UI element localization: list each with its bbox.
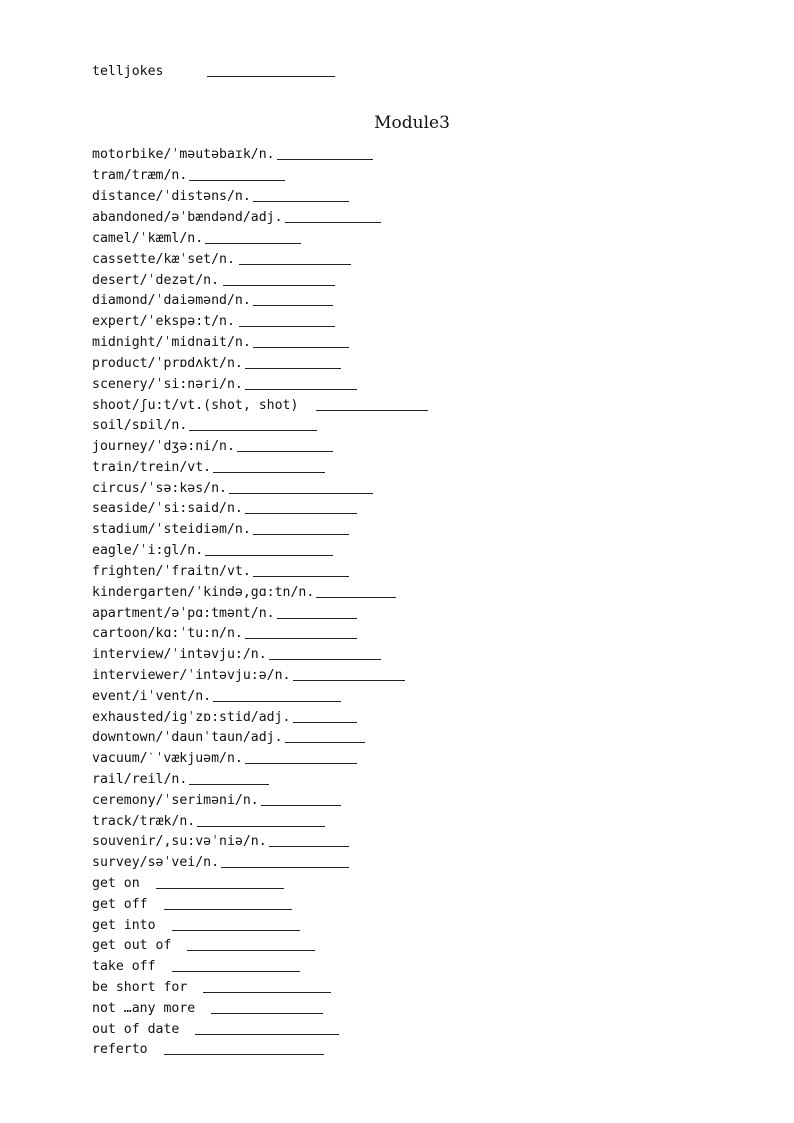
vocab-term: interview/ˈintəvju:/n.	[92, 647, 267, 662]
answer-blank[interactable]	[187, 949, 315, 951]
phrase-row	[92, 916, 300, 936]
vocab-row	[92, 437, 333, 457]
vocab-row	[92, 791, 341, 811]
vocab-term: desert/ˈdezət/n.	[92, 273, 220, 288]
vocab-row	[92, 479, 373, 499]
vocab-row	[92, 853, 349, 873]
vocab-row	[92, 375, 357, 395]
phrase-row	[92, 1040, 324, 1060]
phrase-row	[92, 936, 315, 956]
vocab-term: expert/ˈekspə:t/n.	[92, 314, 235, 329]
vocab-term: circus/ˈsə:kəs/n.	[92, 481, 227, 496]
phrase-row	[92, 874, 284, 894]
answer-blank[interactable]	[253, 533, 349, 535]
vocab-row	[92, 583, 396, 603]
answer-blank[interactable]	[293, 679, 405, 681]
vocab-row	[92, 271, 335, 291]
vocab-row	[92, 458, 325, 478]
vocab-term: kindergarten/ˈkində,gɑ:tn/n.	[92, 585, 315, 600]
phrase-term: take off	[92, 959, 156, 974]
answer-blank[interactable]	[316, 596, 396, 598]
vocab-row	[92, 645, 381, 665]
answer-blank[interactable]	[189, 179, 285, 181]
vocab-term: downtown/ˈdaunˈtaun/adj.	[92, 730, 283, 745]
answer-blank[interactable]	[239, 325, 335, 327]
vocab-term: product/ˈprɒdʌkt/n.	[92, 356, 243, 371]
answer-blank[interactable]	[253, 346, 349, 348]
answer-blank[interactable]	[229, 492, 373, 494]
vocab-term: survey/səˈvei/n.	[92, 855, 220, 870]
phrase-term: get into	[92, 918, 156, 933]
vocab-term: interviewer/ˈintəvju:ə/n.	[92, 668, 291, 683]
vocab-row	[92, 312, 335, 332]
vocab-row	[92, 562, 349, 582]
answer-blank[interactable]	[164, 1053, 324, 1055]
vocab-row	[92, 499, 357, 519]
vocab-term: cassette/kæˈset/n.	[92, 252, 235, 267]
vocab-term: journey/ˈdʒə:ni/n.	[92, 439, 235, 454]
answer-blank[interactable]	[269, 845, 349, 847]
answer-blank[interactable]	[269, 658, 381, 660]
vocab-row	[92, 396, 428, 416]
vocab-term: distance/ˈdistəns/n.	[92, 189, 251, 204]
answer-blank[interactable]	[195, 1033, 339, 1035]
answer-blank[interactable]	[285, 221, 381, 223]
answer-blank[interactable]	[164, 908, 292, 910]
vocab-row	[92, 770, 269, 790]
answer-blank[interactable]	[245, 512, 357, 514]
answer-blank[interactable]	[197, 825, 325, 827]
answer-blank[interactable]	[221, 866, 349, 868]
answer-blank[interactable]	[189, 429, 317, 431]
phrase-term: referto	[92, 1042, 148, 1057]
phrase-row	[92, 999, 323, 1019]
vocab-row	[92, 749, 357, 769]
vocab-row	[92, 229, 301, 249]
vocab-row	[92, 604, 357, 624]
vocab-row	[92, 687, 341, 707]
vocab-row	[92, 728, 365, 748]
vocab-row	[92, 541, 333, 561]
answer-blank[interactable]	[293, 721, 357, 723]
phrase-row-telljokes	[92, 62, 335, 82]
answer-blank[interactable]	[253, 304, 333, 306]
answer-blank[interactable]	[239, 263, 351, 265]
phrase-term: get on	[92, 876, 140, 891]
vocab-term: cartoon/kɑ:ˈtu:n/n.	[92, 626, 243, 641]
vocab-row	[92, 708, 357, 728]
vocab-term: soil/sɒil/n.	[92, 418, 188, 433]
vocab-term: shoot/ʃu:t/vt.(shot, shot)	[92, 398, 299, 413]
phrase-row	[92, 1020, 339, 1040]
phrase-term: telljokes	[92, 64, 164, 79]
vocab-term: exhausted/igˈzɒ:stid/adj.	[92, 710, 291, 725]
vocab-term: seaside/ˈsi:said/n.	[92, 501, 243, 516]
phrase-row	[92, 895, 292, 915]
vocab-row	[92, 520, 349, 540]
vocab-term: motorbike/ˈməutəbaɪk/n.	[92, 147, 275, 162]
module-title: Module3	[374, 113, 450, 133]
vocab-row	[92, 832, 349, 852]
vocab-row	[92, 145, 373, 165]
answer-blank[interactable]	[253, 200, 349, 202]
vocab-term: eagle/ˈi:gl/n.	[92, 543, 204, 558]
vocab-term: stadium/ˈsteidiəm/n.	[92, 522, 251, 537]
vocab-term: abandoned/əˈbændənd/adj.	[92, 210, 283, 225]
phrase-row	[92, 957, 300, 977]
answer-blank[interactable]	[277, 617, 357, 619]
vocab-term: track/træk/n.	[92, 814, 196, 829]
phrase-term: get off	[92, 897, 148, 912]
vocab-term: tram/træm/n.	[92, 168, 188, 183]
vocab-term: rail/reil/n.	[92, 772, 188, 787]
vocab-row	[92, 250, 351, 270]
vocab-row	[92, 291, 333, 311]
vocab-row	[92, 812, 325, 832]
answer-blank[interactable]	[172, 970, 300, 972]
answer-blank[interactable]	[205, 242, 301, 244]
answer-blank[interactable]	[237, 450, 333, 452]
vocab-term: souvenir/,su:vəˈniə/n.	[92, 834, 267, 849]
answer-blank[interactable]	[205, 554, 333, 556]
vocab-term: scenery/ˈsi:nəri/n.	[92, 377, 243, 392]
phrase-row	[92, 978, 331, 998]
answer-blank[interactable]	[203, 991, 331, 993]
vocab-term: ceremony/ˈseriməni/n.	[92, 793, 259, 808]
answer-blank[interactable]	[172, 929, 300, 931]
vocab-term: train/trein/vt.	[92, 460, 212, 475]
answer-blank[interactable]	[245, 762, 357, 764]
vocab-term: frighten/ˈfraitn/vt.	[92, 564, 251, 579]
vocab-row	[92, 333, 349, 353]
vocab-row	[92, 354, 341, 374]
answer-blank[interactable]	[156, 887, 284, 889]
answer-blank[interactable]	[261, 804, 341, 806]
phrase-term: out of date	[92, 1022, 180, 1037]
answer-blank[interactable]	[316, 409, 428, 411]
vocab-term: event/iˈvent/n.	[92, 689, 212, 704]
vocab-row	[92, 624, 357, 644]
vocab-row	[92, 416, 317, 436]
answer-blank[interactable]	[277, 158, 373, 160]
vocab-term: camel/ˈkæml/n.	[92, 231, 204, 246]
answer-blank[interactable]	[213, 700, 341, 702]
answer-blank[interactable]	[189, 783, 269, 785]
answer-blank[interactable]	[245, 367, 341, 369]
answer-blank[interactable]	[245, 388, 357, 390]
answer-blank[interactable]	[207, 75, 335, 77]
vocab-term: diamond/ˈdaiəmənd/n.	[92, 293, 251, 308]
vocab-term: vacuum/ˋˈvækjuəm/n.	[92, 751, 243, 766]
vocab-row	[92, 208, 381, 228]
vocab-row	[92, 187, 349, 207]
answer-blank[interactable]	[253, 575, 349, 577]
answer-blank[interactable]	[285, 741, 365, 743]
vocab-row	[92, 166, 285, 186]
vocab-term: midnight/ˈmidnait/n.	[92, 335, 251, 350]
vocab-term: apartment/əˈpɑ:tmənt/n.	[92, 606, 275, 621]
vocab-row	[92, 666, 405, 686]
phrase-term: be short for	[92, 980, 188, 995]
phrase-term: get out of	[92, 938, 172, 953]
answer-blank[interactable]	[223, 284, 335, 286]
phrase-term: not …any more	[92, 1001, 196, 1016]
answer-blank[interactable]	[245, 637, 357, 639]
answer-blank[interactable]	[213, 471, 325, 473]
answer-blank[interactable]	[211, 1012, 323, 1014]
